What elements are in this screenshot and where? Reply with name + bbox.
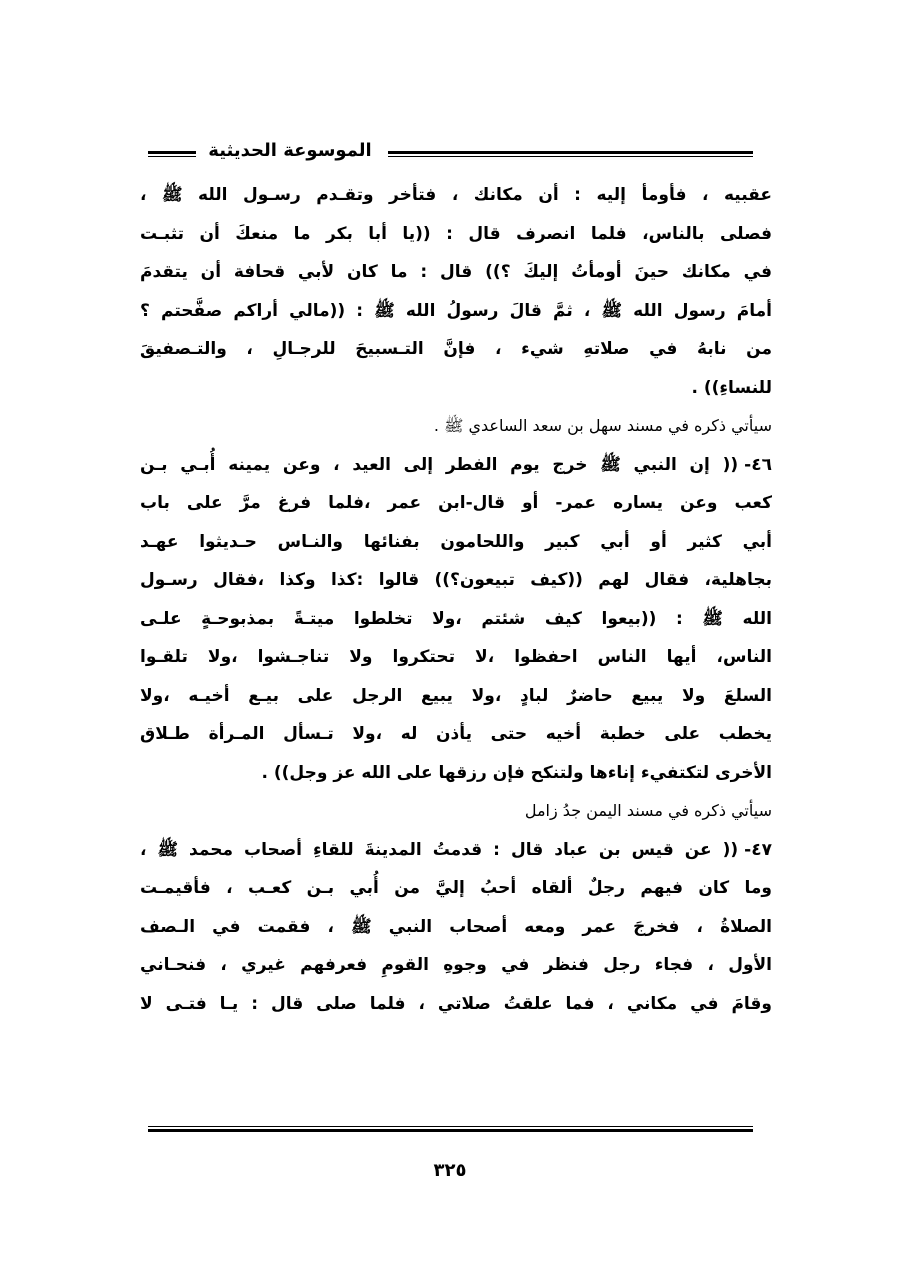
text-line bbox=[140, 253, 772, 292]
source-note-line bbox=[140, 407, 772, 446]
line-text: وقامَ في مكاني ، فما علقتُ صلاتي ، فلما صلى قال : يـا فتـى لا bbox=[140, 993, 772, 1014]
text-line bbox=[140, 369, 772, 408]
text-line bbox=[140, 215, 772, 254]
line-text: وما كان فيهم رجلٌ ألقاه أحبُ إليَّ من أُبي بـن كعـب ، فأقيمـت bbox=[140, 878, 772, 898]
line-text: الأول ، فجاء رجل فنظر في وجوهِ القومِ فعرفهم غيري ، فنحـاني bbox=[140, 955, 772, 975]
text-line bbox=[140, 985, 772, 1024]
text-line bbox=[140, 600, 772, 639]
page-number: ٣٢٥ bbox=[433, 1160, 467, 1181]
text-line bbox=[140, 677, 772, 716]
text-line bbox=[140, 754, 772, 793]
line-text: أبي كثير أو أبي كبير واللحامون بفنائها والنـاس حـديثوا عهـد bbox=[140, 531, 772, 552]
page-text bbox=[140, 176, 772, 1023]
text-line bbox=[140, 946, 772, 985]
line-text: يخطب على خطبة أخيه حتى يأذن له ،ولا تـسأل المـرأة طـلاق bbox=[140, 724, 772, 744]
hadith-number: ٤٧- bbox=[744, 839, 772, 860]
line-text: سيأتي ذكره في مسند اليمن جدُ زامل bbox=[524, 801, 772, 820]
line-text: من نابهُ في صلاتهِ شيء ، فإنَّ التـسبيحَ للرجـالِ ، والتـصفيقَ bbox=[140, 339, 772, 359]
text-line bbox=[140, 176, 772, 215]
header-title: الموسوعة الحديثية bbox=[208, 140, 372, 161]
text-line bbox=[140, 484, 772, 523]
hadith-first-line bbox=[140, 446, 772, 485]
text-line bbox=[140, 908, 772, 947]
line-text: (( إن النبي ﷺ خرج يوم الفطر إلى العيد ، وعن يمينه أُبـي بـن bbox=[140, 454, 739, 475]
line-text: للنساءِ)) . bbox=[691, 377, 772, 398]
line-text: الصلاةُ ، فخرجَ عمر ومعه أصحاب النبي ﷺ ، فقمت في الـصف bbox=[140, 916, 772, 937]
footer-rule bbox=[148, 1126, 753, 1132]
line-text: (( عن قيس بن عباد قال : قدمتُ المدينةَ للقاءِ أصحاب محمد ﷺ ، bbox=[140, 839, 739, 860]
hadith-number: ٤٦- bbox=[744, 454, 772, 475]
source-note-line bbox=[140, 792, 772, 831]
line-text: بجاهلية، فقال لهم ((كيف تبيعون؟)) قالوا :كذا وكذا ،فقال رسـول bbox=[140, 570, 772, 590]
header-rule-left bbox=[148, 151, 196, 157]
line-text: فصلى بالناس، فلما انصرف قال : ((يا أبا بكر ما منعكَ أن تثبـت bbox=[140, 223, 772, 244]
line-text: عقبيه ، فأومأ إليه : أن مكانك ، فتأخر وتقـدم رسـول الله ﷺ ، bbox=[140, 185, 772, 205]
line-text: الأخرى لتكتفيء إناءها ولتنكح فإن رزقها على الله عز وجل)) . bbox=[261, 762, 772, 783]
line-text: أمامَ رسول الله ﷺ ، ثمَّ قالَ رسولُ الله ﷺ : ((مالي أراكم صفَّحتم ؟ bbox=[140, 300, 772, 321]
text-line bbox=[140, 715, 772, 754]
line-text: كعب وعن يساره عمر- أو قال-ابن عمر ،فلما فرغ مرَّ على باب bbox=[140, 493, 772, 513]
text-line bbox=[140, 292, 772, 331]
text-line bbox=[140, 638, 772, 677]
line-text: الله ﷺ : ((بيعوا كيف شئتم ،ولا تخلطوا ميتـةً بمذبوحـةٍ علـى bbox=[140, 608, 772, 629]
line-text: في مكانك حينَ أومأتُ إليكَ ؟)) قال : ما كان لأبي قحافة أن يتقدمَ bbox=[140, 262, 772, 282]
text-line bbox=[140, 523, 772, 562]
text-line bbox=[140, 561, 772, 600]
header-rule-right bbox=[388, 151, 753, 157]
text-line bbox=[140, 330, 772, 369]
line-text: سيأتي ذكره في مسند سهل بن سعد الساعدي ﷺ . bbox=[433, 416, 772, 435]
line-text: الناس، أيها الناس احفظوا ،لا تحتكروا ولا تناجـشوا ،ولا تلقـوا bbox=[140, 647, 772, 667]
hadith-first-line bbox=[140, 831, 772, 870]
text-line bbox=[140, 869, 772, 908]
line-text: السلعَ ولا يبيع حاضرٌ لبادٍ ،ولا يبيع الرجل على بيـع أخيـه ،ولا bbox=[140, 685, 772, 706]
